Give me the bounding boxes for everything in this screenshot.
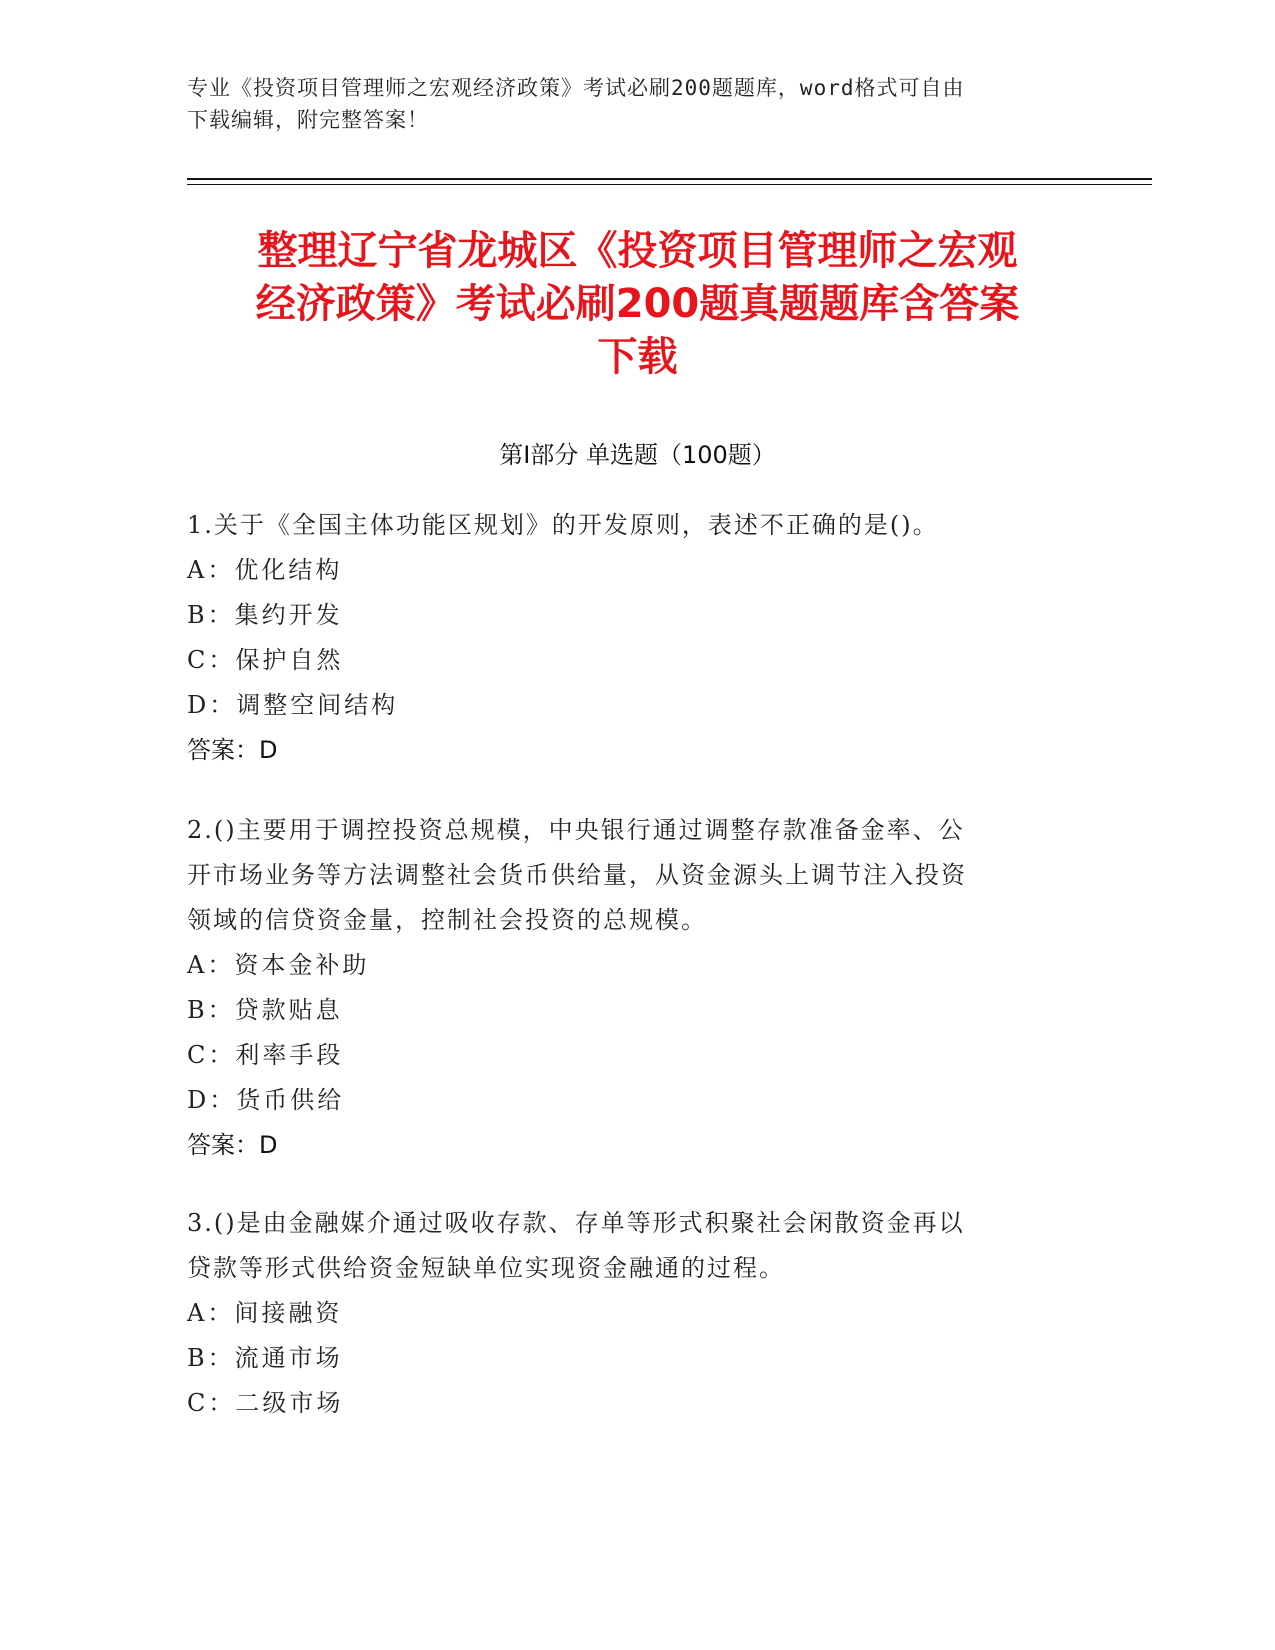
- option-a: A：资本金补助: [187, 951, 370, 979]
- document-title: [190, 225, 1085, 384]
- question-stem-line: 1.关于《全国主体功能区规划》的开发原则，表述不正确的是()。: [187, 511, 939, 539]
- option-b: B：贷款贴息: [187, 996, 343, 1024]
- question-stem-line: 领域的信贷资金量，控制社会投资的总规模。: [187, 906, 707, 934]
- question-stem-line: 2.()主要用于调控投资总规模，中央银行通过调整存款准备金率、公: [187, 816, 965, 844]
- option-d: D：调整空间结构: [187, 691, 399, 719]
- question-3: [187, 1201, 1067, 1426]
- header-rule-thick: [187, 178, 1152, 180]
- question-2: [187, 808, 1067, 1168]
- option-a: A：优化结构: [187, 556, 343, 584]
- option-d: D：货币供给: [187, 1086, 345, 1114]
- option-c: C：保护自然: [187, 646, 344, 674]
- answer: 答案：D: [187, 1131, 278, 1159]
- option-c: C：二级市场: [187, 1389, 344, 1417]
- option-a: A：间接融资: [187, 1299, 343, 1327]
- option-b: B：流通市场: [187, 1344, 343, 1372]
- title-line-3: 下载: [597, 334, 678, 380]
- title-line-1: 整理辽宁省龙城区《投资项目管理师之宏观: [257, 228, 1018, 274]
- title-line-2: 经济政策》考试必刷200题真题题库含答案: [255, 281, 1020, 327]
- question-stem-line: 贷款等形式供给资金短缺单位实现资金融通的过程。: [187, 1254, 785, 1282]
- answer: 答案：D: [187, 736, 278, 764]
- question-1: [187, 503, 1067, 773]
- header-note: [187, 72, 1067, 136]
- option-b: B：集约开发: [187, 601, 343, 629]
- option-c: C：利率手段: [187, 1041, 344, 1069]
- section-heading: 第Ⅰ部分 单选题（100题）: [499, 441, 776, 469]
- header-line-2: 下载编辑，附完整答案！: [187, 108, 429, 132]
- question-stem-line: 开市场业务等方法调整社会货币供给量，从资金源头上调节注入投资: [187, 861, 967, 889]
- header-rule-thin: [187, 184, 1152, 185]
- question-stem-line: 3.()是由金融媒介通过吸收存款、存单等形式积聚社会闲散资金再以: [187, 1209, 965, 1237]
- header-line-1: 专业《投资项目管理师之宏观经济政策》考试必刷200题题库，word格式可自由: [187, 76, 965, 100]
